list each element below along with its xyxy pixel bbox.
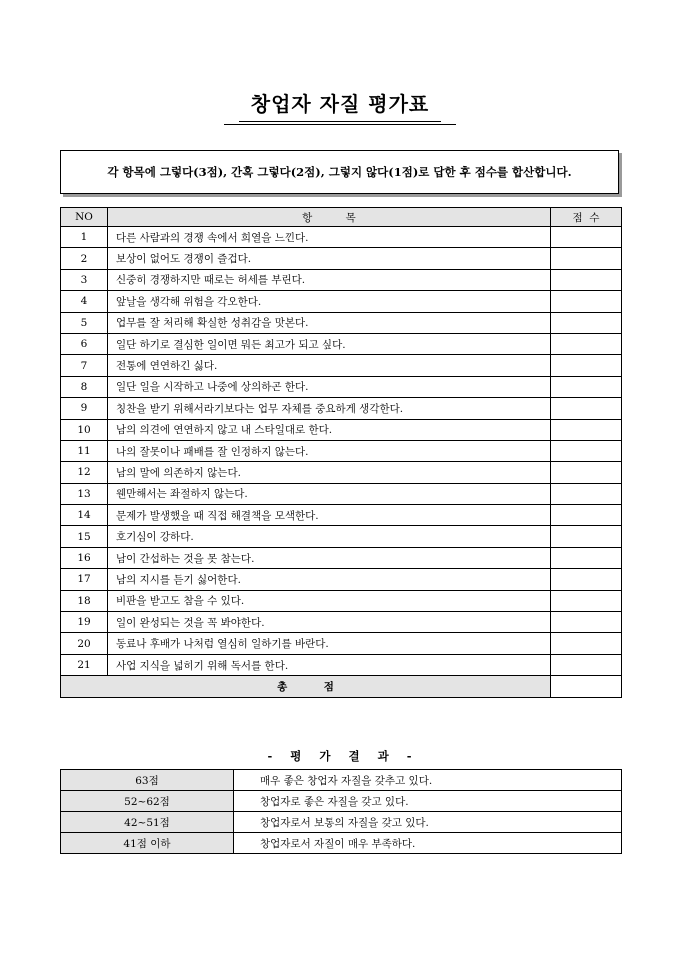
score-cell[interactable] bbox=[551, 355, 622, 376]
result-row bbox=[61, 770, 622, 791]
total-score-cell[interactable] bbox=[551, 676, 622, 697]
score-cell[interactable] bbox=[551, 440, 622, 461]
result-title: - 평 가 결 과 - bbox=[267, 749, 414, 763]
table-row bbox=[61, 633, 622, 654]
table-row bbox=[61, 590, 622, 611]
row-number: 15 bbox=[61, 526, 108, 547]
row-item: 일단 일을 시작하고 나중에 상의하곤 한다. bbox=[108, 376, 551, 397]
page-title: 창업자 자질 평가표 bbox=[239, 88, 442, 122]
table-row bbox=[61, 547, 622, 568]
row-item: 보상이 없어도 경쟁이 즐겁다. bbox=[108, 248, 551, 269]
instruction-box: 각 항목에 그렇다(3점), 간혹 그렇다(2점), 그렇지 않다(1점)로 답한 후 점수를 합산합니다. bbox=[60, 150, 619, 194]
result-row bbox=[61, 791, 622, 812]
table-row bbox=[61, 312, 622, 333]
total-row bbox=[61, 676, 622, 697]
result-range: 41점 이하 bbox=[61, 833, 234, 854]
score-cell[interactable] bbox=[551, 291, 622, 312]
row-number: 18 bbox=[61, 590, 108, 611]
result-description: 창업자로 좋은 자질을 갖고 있다. bbox=[234, 791, 622, 812]
table-header-row bbox=[61, 208, 622, 227]
row-number: 4 bbox=[61, 291, 108, 312]
row-item: 앞날을 생각해 위험을 각오한다. bbox=[108, 291, 551, 312]
row-item: 남의 지시를 듣기 싫어한다. bbox=[108, 569, 551, 590]
row-item: 다른 사람과의 경쟁 속에서 희열을 느낀다. bbox=[108, 227, 551, 248]
result-description: 매우 좋은 창업자 자질을 갖추고 있다. bbox=[234, 770, 622, 791]
row-item: 업무를 잘 처리해 확실한 성취감을 맛본다. bbox=[108, 312, 551, 333]
row-number: 19 bbox=[61, 612, 108, 633]
result-range: 52~62점 bbox=[61, 791, 234, 812]
table-row bbox=[61, 462, 622, 483]
title-double-underline bbox=[224, 124, 456, 125]
table-row bbox=[61, 483, 622, 504]
result-description: 창업자로서 보통의 자질을 갖고 있다. bbox=[234, 812, 622, 833]
row-number: 6 bbox=[61, 333, 108, 354]
score-cell[interactable] bbox=[551, 505, 622, 526]
header-item: 항 목 bbox=[108, 208, 551, 227]
row-number: 11 bbox=[61, 440, 108, 461]
score-cell[interactable] bbox=[551, 398, 622, 419]
table-row bbox=[61, 398, 622, 419]
result-row bbox=[61, 833, 622, 854]
row-item: 웬만해서는 좌절하지 않는다. bbox=[108, 483, 551, 504]
row-item: 칭찬을 받기 위해서라기보다는 업무 자체를 중요하게 생각한다. bbox=[108, 398, 551, 419]
row-number: 9 bbox=[61, 398, 108, 419]
table-row bbox=[61, 376, 622, 397]
table-row bbox=[61, 269, 622, 290]
row-number: 7 bbox=[61, 355, 108, 376]
row-item: 비판을 받고도 참을 수 있다. bbox=[108, 590, 551, 611]
row-number: 5 bbox=[61, 312, 108, 333]
table-row bbox=[61, 612, 622, 633]
table-row bbox=[61, 227, 622, 248]
score-cell[interactable] bbox=[551, 419, 622, 440]
row-number: 13 bbox=[61, 483, 108, 504]
evaluation-table bbox=[60, 207, 622, 698]
row-number: 10 bbox=[61, 419, 108, 440]
row-number: 16 bbox=[61, 547, 108, 568]
row-item: 남의 말에 의존하지 않는다. bbox=[108, 462, 551, 483]
score-cell[interactable] bbox=[551, 333, 622, 354]
row-item: 문제가 발생했을 때 직접 해결책을 모색한다. bbox=[108, 505, 551, 526]
score-cell[interactable] bbox=[551, 590, 622, 611]
row-item: 신중히 경쟁하지만 때로는 허세를 부린다. bbox=[108, 269, 551, 290]
row-number: 2 bbox=[61, 248, 108, 269]
table-row bbox=[61, 654, 622, 675]
row-number: 1 bbox=[61, 227, 108, 248]
row-item: 동료나 후배가 나처럼 열심히 일하기를 바란다. bbox=[108, 633, 551, 654]
score-cell[interactable] bbox=[551, 612, 622, 633]
row-number: 8 bbox=[61, 376, 108, 397]
score-cell[interactable] bbox=[551, 633, 622, 654]
table-row bbox=[61, 291, 622, 312]
row-item: 사업 지식을 넓히기 위해 독서를 한다. bbox=[108, 654, 551, 675]
table-row bbox=[61, 248, 622, 269]
row-item: 남이 간섭하는 것을 못 참는다. bbox=[108, 547, 551, 568]
score-cell[interactable] bbox=[551, 483, 622, 504]
table-row bbox=[61, 419, 622, 440]
table-row bbox=[61, 569, 622, 590]
row-number: 3 bbox=[61, 269, 108, 290]
table-row bbox=[61, 440, 622, 461]
result-range: 63점 bbox=[61, 770, 234, 791]
score-cell[interactable] bbox=[551, 462, 622, 483]
table-row bbox=[61, 333, 622, 354]
row-number: 17 bbox=[61, 569, 108, 590]
row-item: 일이 완성되는 것을 꼭 봐야한다. bbox=[108, 612, 551, 633]
score-cell[interactable] bbox=[551, 526, 622, 547]
row-item: 일단 하기로 결심한 일이면 뭐든 최고가 되고 싶다. bbox=[108, 333, 551, 354]
score-cell[interactable] bbox=[551, 569, 622, 590]
table-row bbox=[61, 526, 622, 547]
total-label: 총 점 bbox=[61, 676, 551, 697]
score-cell[interactable] bbox=[551, 376, 622, 397]
score-cell[interactable] bbox=[551, 547, 622, 568]
row-number: 21 bbox=[61, 654, 108, 675]
table-row bbox=[61, 505, 622, 526]
row-item: 나의 잘못이나 패배를 잘 인정하지 않는다. bbox=[108, 440, 551, 461]
row-number: 20 bbox=[61, 633, 108, 654]
row-number: 12 bbox=[61, 462, 108, 483]
result-table bbox=[60, 769, 622, 854]
row-item: 남의 의견에 연연하지 않고 내 스타일대로 한다. bbox=[108, 419, 551, 440]
result-row bbox=[61, 812, 622, 833]
row-number: 14 bbox=[61, 505, 108, 526]
result-range: 42~51점 bbox=[61, 812, 234, 833]
row-item: 호기심이 강하다. bbox=[108, 526, 551, 547]
score-cell[interactable] bbox=[551, 312, 622, 333]
header-score: 점 수 bbox=[551, 208, 622, 227]
table-row bbox=[61, 355, 622, 376]
score-cell[interactable] bbox=[551, 227, 622, 248]
header-no: NO bbox=[61, 208, 108, 227]
score-cell[interactable] bbox=[551, 269, 622, 290]
result-description: 창업자로서 자질이 매우 부족하다. bbox=[234, 833, 622, 854]
row-item: 전통에 연연하긴 싫다. bbox=[108, 355, 551, 376]
score-cell[interactable] bbox=[551, 654, 622, 675]
score-cell[interactable] bbox=[551, 248, 622, 269]
